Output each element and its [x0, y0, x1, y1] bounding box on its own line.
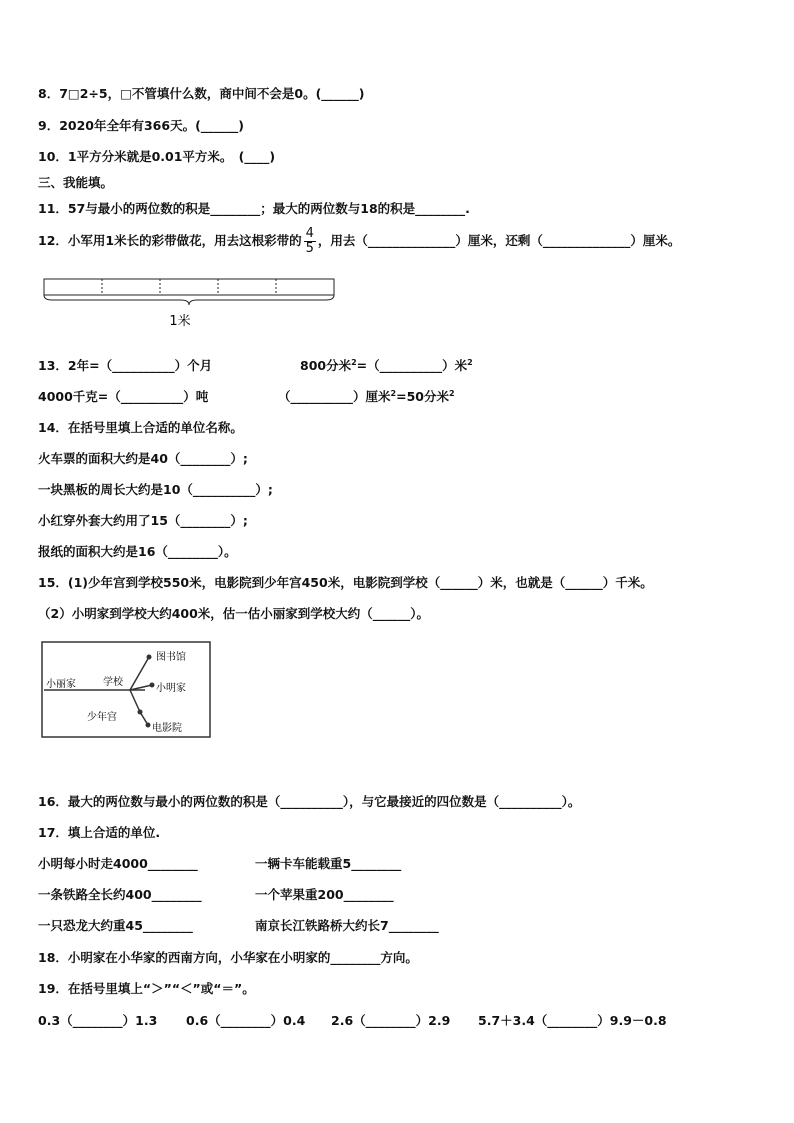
fraction-numerator: 4 — [305, 226, 314, 241]
q19-item: 0.3（________）1.3 — [38, 1013, 158, 1028]
xiaoli-home-label: 小丽家 — [46, 679, 76, 690]
q13d-text: （__________）厘米 — [278, 389, 391, 404]
library-label: 图书馆 — [156, 652, 186, 663]
q12-text-before: 12．小军用1米长的彩带做花，用去这根彩带的 — [38, 233, 302, 248]
question-14-title: 14．在括号里填上合适的单位名称。 — [38, 420, 243, 435]
question-13-part-c: 4000千克=（__________）吨 — [38, 389, 209, 404]
q13b-text: 800分米 — [300, 358, 352, 373]
q12-text-after: ，用去（______________）厘米，还剩（______________）厘米。 — [317, 233, 681, 248]
question-10: 10．1平方分米就是0.01平方米。 (____) — [38, 149, 276, 164]
fraction — [304, 227, 316, 256]
question-13-part-d — [278, 387, 455, 405]
route-map — [40, 640, 212, 740]
q14-item: 火车票的面积大约是40（________）; — [38, 451, 248, 466]
xiaoming-home-marker — [150, 683, 155, 688]
q19-item: 0.6（________）0.4 — [186, 1013, 306, 1028]
question-15-part-1: 15．(1)少年宫到学校550米，电影院到少年宫450米，电影院到学校（______）米，也就是（______）千米。 — [38, 575, 653, 590]
q14-item: 一块黑板的周长大约是10（__________）; — [38, 482, 273, 497]
section-heading: 三、我能填。 — [38, 175, 114, 190]
question-13-part-b — [300, 356, 473, 374]
ribbon-diagram — [40, 274, 340, 334]
question-11: 11．57与最小的两位数的积是________；最大的两位数与18的积是________. — [38, 201, 470, 216]
q19-item: 5.7＋3.4（________）9.9－0.8 — [478, 1013, 667, 1028]
question-17-title: 17．填上合适的单位. — [38, 825, 161, 840]
xiaoming-home-label: 小明家 — [156, 683, 186, 694]
library-marker — [147, 655, 152, 660]
q13d-sup2: 2 — [448, 388, 455, 398]
cinema-marker — [146, 723, 151, 728]
q19-item: 2.6（________）2.9 — [331, 1013, 451, 1028]
ribbon-length-label: 1米 — [169, 314, 191, 329]
ribbon-brace — [44, 295, 334, 305]
question-15-part-2: （2）小明家到学校大约400米，估一估小丽家到学校大约（______）。 — [38, 606, 430, 621]
q13b-sup: 2 — [351, 357, 357, 367]
q13b-sup2: 2 — [467, 357, 473, 367]
q13d-sup: 2 — [390, 388, 397, 398]
q13d-text2: =50分米 — [396, 389, 449, 404]
question-9: 9．2020年全年有366天。(______) — [38, 118, 245, 133]
question-13-part-a: 13．2年=（__________）个月 — [38, 358, 213, 373]
q14-item: 小红穿外套大约用了15（________）; — [38, 513, 248, 528]
q17-item: 一条铁路全长约400________ — [38, 887, 202, 902]
question-8: 8．7□2÷5，□不管填什么数，商中间不会是0。(______) — [38, 86, 365, 101]
map-road — [130, 657, 149, 690]
q13b-text2: =（__________）米 — [356, 358, 468, 373]
question-19-title: 19．在括号里填上“＞”“＜”或“＝”。 — [38, 981, 255, 996]
cinema-label: 电影院 — [152, 723, 182, 734]
question-12 — [38, 224, 680, 258]
q17-item: 小明每小时走4000________ — [38, 856, 198, 871]
question-18: 18．小明家在小华家的西南方向，小华家在小明家的________方向。 — [38, 950, 418, 965]
ribbon-bar — [44, 279, 334, 295]
q17-item: 一只恐龙大约重45________ — [38, 918, 193, 933]
q14-item: 报纸的面积大约是16（________）。 — [38, 544, 237, 559]
youth-palace-label: 少年宫 — [87, 712, 117, 723]
question-16: 16．最大的两位数与最小的两位数的积是（__________），与它最接近的四位数是（__________）。 — [38, 794, 581, 809]
map-road — [130, 690, 140, 712]
q17-item: 一辆卡车能载重5________ — [255, 856, 402, 871]
q17-item: 南京长江铁路桥大约长7________ — [255, 918, 439, 933]
school-label: 学校 — [103, 677, 123, 688]
youth-palace-marker — [138, 710, 143, 715]
q17-item: 一个苹果重200________ — [255, 887, 394, 902]
fraction-denominator: 5 — [305, 241, 314, 256]
